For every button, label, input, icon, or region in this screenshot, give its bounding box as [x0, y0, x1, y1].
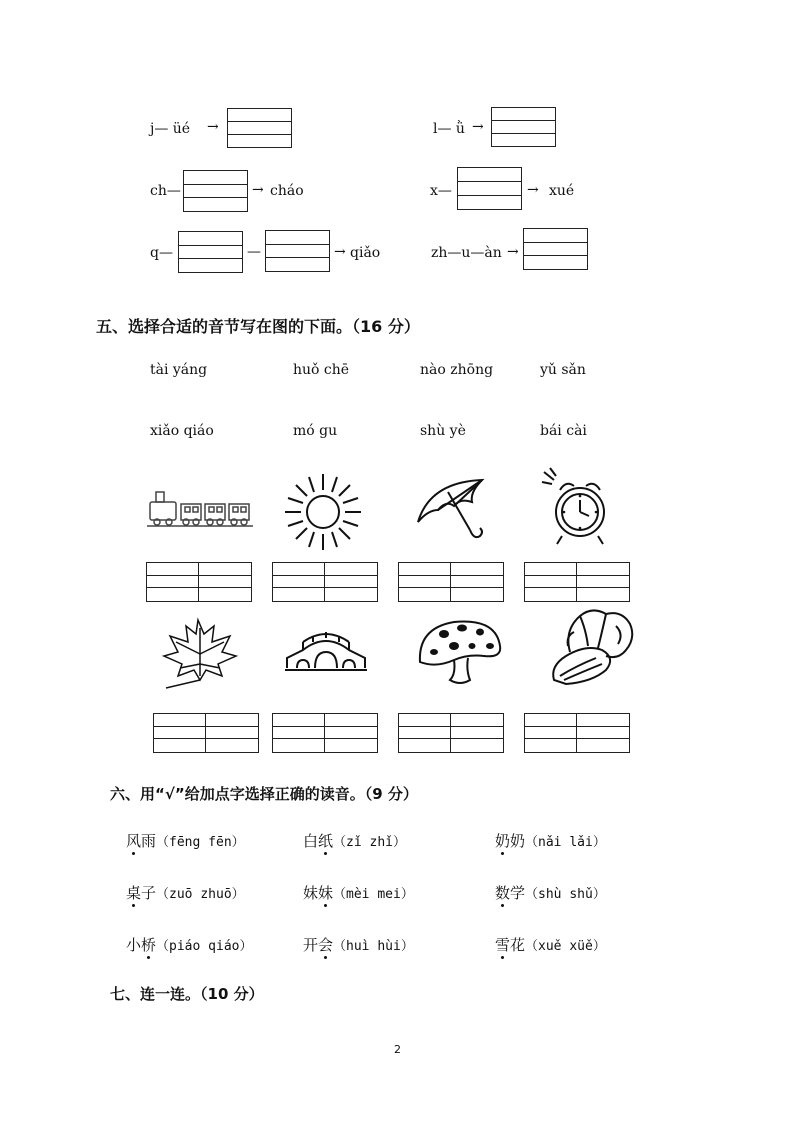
leaf-picture	[160, 614, 240, 690]
syllable-option: shù yè	[420, 423, 466, 439]
reading-choice-item[interactable]	[303, 886, 414, 901]
pinyin-options: （xuě xüě）	[525, 939, 606, 954]
spelling-result-4: xué	[549, 183, 575, 199]
reading-choice-item[interactable]	[303, 834, 406, 849]
answer-grid[interactable]	[272, 562, 378, 602]
dotted-char: 奶	[495, 832, 511, 850]
word-char: 学	[510, 884, 526, 902]
word-char: 开	[303, 936, 319, 954]
answer-grid[interactable]	[153, 713, 259, 753]
reading-choice-item[interactable]	[495, 886, 606, 901]
syllable-option: yǔ sǎn	[540, 362, 586, 378]
dotted-char: 纸	[318, 832, 334, 850]
syllable-option: huǒ chē	[293, 362, 350, 378]
syllable-option: tài yáng	[150, 362, 208, 378]
answer-grid[interactable]	[272, 713, 378, 753]
spelling-result-5: qiǎo	[350, 245, 381, 261]
arrow-icon: →	[334, 244, 346, 260]
arrow-icon: →	[207, 119, 219, 135]
answer-box[interactable]	[457, 167, 522, 210]
answer-grid[interactable]	[524, 562, 630, 602]
reading-choice-item[interactable]	[126, 834, 245, 849]
sun-picture	[283, 472, 363, 552]
word-char: 子	[141, 884, 157, 902]
reading-choice-item[interactable]	[495, 938, 606, 953]
spelling-prompt-1: j— üé	[150, 121, 191, 137]
mushroom-picture	[414, 614, 504, 686]
word-char: 雨	[141, 832, 157, 850]
section-6-title: 六、用“√”给加点字选择正确的读音。（9 分）	[110, 785, 418, 803]
spelling-prompt-6: zh—u—àn	[431, 245, 502, 261]
section-5-title: 五、选择合适的音节写在图的下面。（16 分）	[96, 317, 420, 336]
word-char: 花	[510, 936, 526, 954]
reading-choice-item[interactable]	[126, 938, 252, 953]
spelling-prompt-4: x—	[430, 183, 452, 199]
answer-grid[interactable]	[524, 713, 630, 753]
umbrella-picture	[410, 472, 490, 548]
spelling-prompt-3: ch—	[150, 183, 181, 199]
answer-box[interactable]	[227, 108, 292, 148]
arrow-icon: →	[507, 244, 519, 260]
arrow-icon: →	[472, 119, 484, 135]
section-7-title: 七、连一连。（10 分）	[110, 985, 264, 1003]
pinyin-options: （zǐ zhǐ）	[333, 835, 406, 850]
spelling-prompt-2: l— ǜ	[433, 121, 465, 137]
answer-grid[interactable]	[146, 562, 252, 602]
word-char: 奶	[510, 832, 526, 850]
arrow-icon: →	[252, 182, 264, 198]
dotted-char: 桌	[126, 884, 142, 902]
answer-grid[interactable]	[398, 713, 504, 753]
dotted-char: 妹	[318, 884, 334, 902]
cabbage-picture	[546, 606, 636, 688]
pinyin-options: （mèi mei）	[333, 887, 414, 902]
pinyin-options: （nǎi lǎi）	[525, 835, 606, 850]
page-number: 2	[394, 1043, 401, 1056]
pinyin-options: （shù shǔ）	[525, 887, 606, 902]
syllable-option: mó gu	[293, 423, 338, 439]
dotted-char: 风	[126, 832, 142, 850]
arrow-icon: →	[527, 182, 539, 198]
syllable-option: nào zhōng	[420, 362, 494, 378]
bridge-picture	[283, 628, 369, 674]
syllable-option: bái cài	[540, 423, 587, 439]
pinyin-options: （huì hùi）	[333, 939, 414, 954]
answer-box[interactable]	[491, 107, 556, 147]
dotted-char: 雪	[495, 936, 511, 954]
pinyin-options: （piáo qiáo）	[156, 939, 253, 954]
reading-choice-item[interactable]	[126, 886, 245, 901]
spelling-prompt-5: q—	[150, 245, 173, 261]
answer-box[interactable]	[183, 170, 248, 212]
pinyin-options: （fēng fēn）	[156, 835, 245, 850]
dotted-char: 会	[318, 936, 334, 954]
reading-choice-item[interactable]	[495, 834, 606, 849]
pinyin-options: （zuō zhuō）	[156, 887, 245, 902]
answer-box[interactable]	[523, 228, 588, 270]
word-char: 小	[126, 936, 142, 954]
word-char: 白	[303, 832, 319, 850]
dotted-char: 桥	[141, 936, 157, 954]
alarm-clock-picture	[540, 466, 616, 548]
reading-choice-item[interactable]	[303, 938, 414, 953]
answer-box[interactable]	[178, 231, 243, 273]
word-char: 妹	[303, 884, 319, 902]
answer-grid[interactable]	[398, 562, 504, 602]
dash-separator: —	[247, 244, 261, 260]
dotted-char: 数	[495, 884, 511, 902]
syllable-option: xiǎo qiáo	[150, 423, 214, 439]
answer-box[interactable]	[265, 230, 330, 272]
spelling-result-3: cháo	[270, 183, 304, 199]
train-picture	[145, 488, 255, 530]
